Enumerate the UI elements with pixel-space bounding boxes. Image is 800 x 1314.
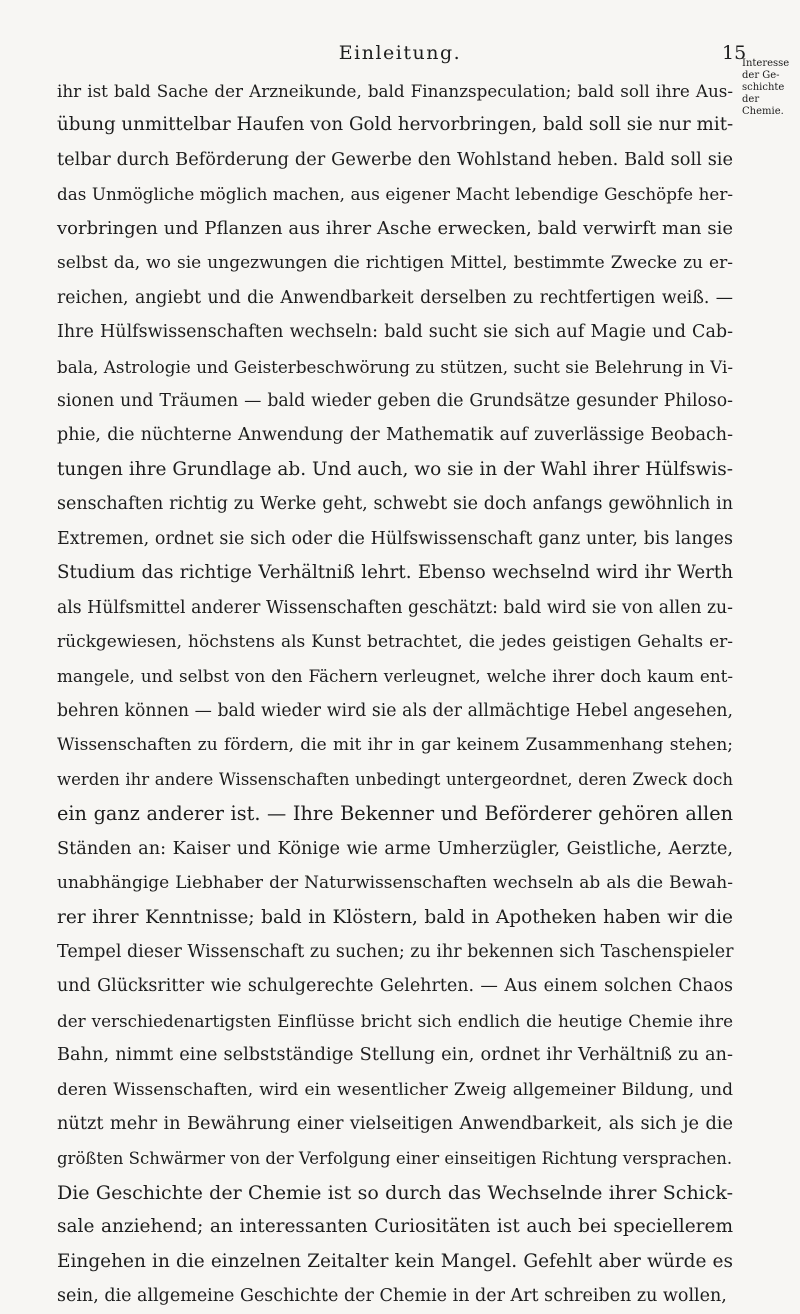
text-line: Die Geschichte der Chemie ist so durch das Wechselnde ihrer Schick-: [57, 1182, 733, 1204]
text-line: werden ihr andere Wissenschaften unbedingt untergeordnet, deren Zweck doch: [57, 769, 733, 789]
text-line: ihr ist bald Sache der Arzneikunde, bald Finanzspeculation; bald soll ihre Aus-: [57, 81, 733, 101]
body-text: [57, 74, 733, 1314]
text-line: der verschiedenartigsten Einflüsse bricht sich endlich die heutige Chemie ihre: [57, 1010, 733, 1031]
text-line: übung unmittelbar Haufen von Gold hervorbringen, bald soll sie nur mit-: [57, 114, 734, 136]
text-line: senschaften richtig zu Werke geht, schwebt sie doch anfangs gewöhnlich in: [57, 494, 733, 515]
text-line: selbst da, wo sie ungezwungen die richtigen Mittel, bestimmte Zwecke zu er-: [57, 253, 733, 274]
text-line: und Glücksritter wie schulgerechte Gelehrten. — Aus einem solchen Chaos: [57, 976, 733, 997]
text-line: Ständen an: Kaiser und Könige wie arme Umherzügler, Geistliche, Aerzte,: [57, 838, 733, 859]
text-line: unabhängige Liebhaber der Naturwissenschaften wechseln ab als die Bewah-: [57, 873, 733, 894]
text-line: sionen und Träumen — bald wieder geben die Grundsätze gesunder Philoso-: [57, 390, 733, 411]
text-line: telbar durch Beförderung der Gewerbe den Wohlstand heben. Bald soll sie: [57, 149, 733, 170]
page-number: 15: [722, 42, 747, 64]
text-line: Extremen, ordnet sie sich oder die Hülfswissenschaft ganz unter, bis langes: [57, 528, 733, 549]
margin-note: Interesse der Ge- schichte der Chemie.: [742, 58, 790, 117]
text-line: nützt mehr in Bewährung einer vielseitigen Anwendbarkeit, als sich je die: [57, 1114, 733, 1135]
text-line: vorbringen und Pflanzen aus ihrer Asche erwecken, bald verwirft man sie: [57, 217, 733, 239]
text-line: rückgewiesen, höchstens als Kunst betrachtet, die jedes geistigen Gehalts er-: [57, 632, 733, 652]
text-line: sein, die allgemeine Geschichte der Chemie in der Art schreiben zu wollen,: [57, 1286, 727, 1307]
text-line: Ihre Hülfswissenschaften wechseln: bald sucht sie sich auf Magie und Cab-: [57, 322, 733, 343]
text-line: deren Wissenschaften, wird ein wesentlicher Zweig allgemeiner Bildung, und: [57, 1079, 733, 1100]
text-line: Tempel dieser Wissenschaft zu suchen; zu ihr bekennen sich Taschenspieler: [57, 941, 734, 962]
text-line: phie, die nüchterne Anwendung der Mathematik auf zuverlässige Beobach-: [57, 425, 733, 446]
running-header-title: Einleitung.: [338, 42, 462, 64]
text-line: rer ihrer Kenntnisse; bald in Klöstern, bald in Apotheken haben wir die: [57, 906, 733, 928]
text-line: behren können — bald wieder wird sie als der allmächtige Hebel angesehen,: [57, 700, 733, 721]
text-line: Eingehen in die einzelnen Zeitalter kein Mangel. Gefehlt aber würde es: [57, 1250, 733, 1272]
text-line: bala, Astrologie und Geisterbeschwörung zu stützen, sucht sie Belehrung in Vi-: [57, 356, 733, 377]
text-line: reichen, angiebt und die Anwendbarkeit derselben zu rechtfertigen weiß. —: [57, 287, 733, 308]
text-line: ein ganz anderer ist. — Ihre Bekenner und Beförderer gehören allen: [57, 802, 733, 826]
text-line: als Hülfsmittel anderer Wissenschaften geschätzt: bald wird sie von allen zu-: [57, 597, 733, 618]
text-line: größten Schwärmer von der Verfolgung einer einseitigen Richtung versprachen.: [57, 1148, 733, 1168]
text-line: tungen ihre Grundlage ab. Und auch, wo sie in der Wahl ihrer Hülfswis-: [57, 458, 733, 480]
text-line: Bahn, nimmt eine selbstständige Stellung ein, ordnet ihr Verhältniß zu an-: [57, 1045, 733, 1066]
text-line: sale anziehend; an interessanten Curiositäten ist auch bei speciellerem: [57, 1216, 733, 1238]
text-line: Wissenschaften zu fördern, die mit ihr in gar keinem Zusammenhang stehen;: [57, 735, 733, 756]
text-line: Studium das richtige Verhältniß lehrt. Ebenso wechselnd wird ihr Werth: [57, 562, 733, 584]
text-line: das Unmögliche möglich machen, aus eigener Macht lebendige Geschöpfe her-: [57, 184, 733, 205]
text-line: mangele, und selbst von den Fächern verleugnet, welche ihrer doch kaum ent-: [57, 666, 733, 687]
